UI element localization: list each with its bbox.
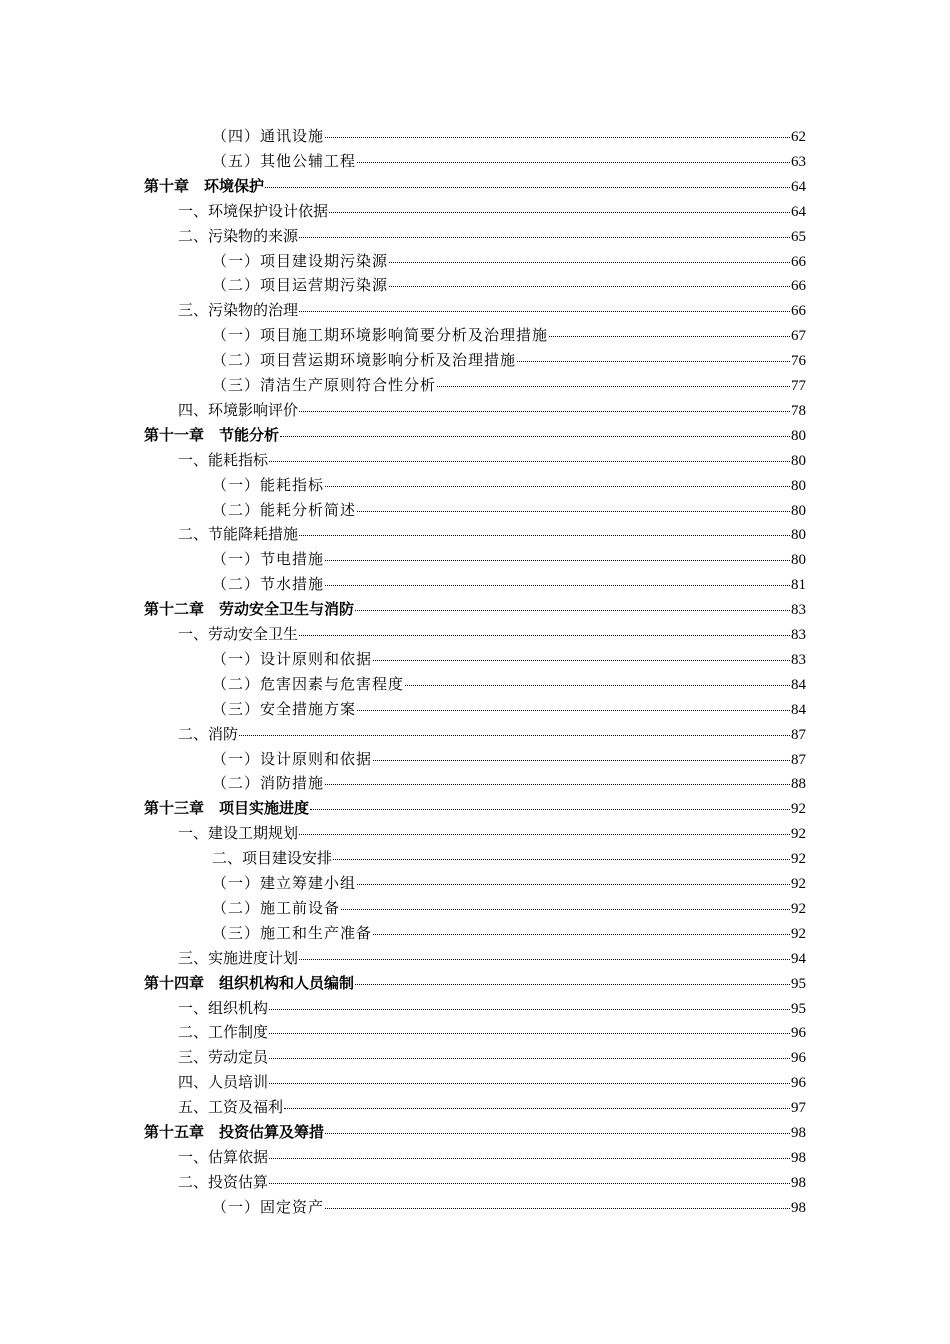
toc-entry-title: 三、劳动定员: [178, 1048, 269, 1067]
toc-page-number: 80: [791, 552, 806, 569]
toc-page-number: 65: [791, 228, 806, 245]
toc-entry[interactable]: [212, 149, 806, 174]
toc-entry-title: 一、估算依据: [178, 1147, 269, 1166]
toc-dot-leader: [325, 486, 790, 487]
toc-dot-leader: [299, 311, 790, 312]
toc-dot-leader: [357, 511, 790, 512]
toc-entry[interactable]: [212, 498, 806, 523]
toc-dot-leader: [325, 585, 790, 586]
toc-entry[interactable]: [178, 398, 806, 423]
toc-entry-title: 第十章 环境保护: [144, 176, 265, 195]
toc-page-number: 96: [791, 1075, 806, 1092]
toc-page-number: 81: [791, 577, 806, 594]
toc-entry-title: 一、能耗指标: [178, 450, 269, 469]
toc-dot-leader: [333, 859, 790, 860]
toc-entry-title: （二）节水措施: [212, 575, 325, 594]
toc-entry-title: 五、工资及福利: [178, 1098, 284, 1117]
toc-entry-title: 第十五章 投资估算及筹措: [144, 1123, 325, 1141]
toc-dot-leader: [269, 1058, 790, 1059]
toc-dot-leader: [269, 1158, 790, 1159]
toc-dot-leader: [269, 1183, 790, 1184]
toc-dot-leader: [341, 909, 790, 910]
toc-entry-title: 一、环境保护设计依据: [178, 201, 329, 220]
toc-page-number: 94: [791, 950, 806, 967]
toc-page-number: 95: [791, 975, 806, 992]
toc-entry[interactable]: [144, 174, 806, 199]
toc-page-number: 64: [791, 203, 806, 220]
toc-entry[interactable]: [212, 273, 806, 298]
toc-entry[interactable]: [178, 946, 806, 971]
toc-entry[interactable]: [212, 547, 806, 572]
toc-dot-leader: [325, 1208, 790, 1209]
toc-entry-title: （一）设计原则和依据: [212, 749, 373, 768]
toc-page-number: 78: [791, 402, 806, 419]
toc-dot-leader: [310, 809, 790, 810]
toc-dot-leader: [269, 1033, 790, 1034]
toc-entry[interactable]: [212, 672, 806, 697]
toc-entry-title: （一）项目施工期环境影响简要分析及治理措施: [212, 326, 549, 345]
toc-entry-title: 二、消防: [178, 724, 239, 743]
toc-entry[interactable]: [178, 1170, 806, 1195]
toc-page-number: 80: [791, 502, 806, 519]
toc-entry-title: 第十三章 项目实施进度: [144, 799, 310, 818]
toc-dot-leader: [299, 635, 790, 636]
toc-page-number: 87: [791, 726, 806, 743]
toc-entry[interactable]: [212, 348, 806, 373]
toc-entry-title: （二）危害因素与危害程度: [212, 674, 405, 693]
toc-dot-leader: [357, 710, 790, 711]
toc-entry-title: 三、实施进度计划: [178, 948, 299, 967]
toc-entry-title: 二、投资估算: [178, 1172, 269, 1191]
toc-entry-title: （三）清洁生产原则符合性分析: [212, 376, 437, 394]
toc-page-number: 92: [791, 851, 806, 868]
toc-entry-title: （五）其他公辅工程: [212, 151, 357, 170]
toc-entry[interactable]: [212, 572, 806, 597]
toc-page-number: 67: [791, 328, 806, 345]
toc-page-number: 76: [791, 353, 806, 370]
toc-entry[interactable]: [212, 846, 806, 871]
toc-entry-title: 二、节能降耗措施: [178, 525, 299, 544]
toc-entry[interactable]: [144, 1120, 806, 1145]
toc-page-number: 77: [791, 378, 806, 394]
toc-page-number: 84: [791, 701, 806, 718]
toc-entry-title: （一）固定资产: [212, 1197, 325, 1216]
toc-entry[interactable]: [212, 896, 806, 921]
toc-page-number: 66: [791, 278, 806, 295]
toc-entry[interactable]: [178, 298, 806, 323]
toc-dot-leader: [299, 959, 790, 960]
toc-dot-leader: [325, 784, 790, 785]
toc-entry[interactable]: [212, 747, 806, 772]
toc-entry-title: （二）能耗分析简述: [212, 500, 357, 519]
toc-entry[interactable]: [178, 996, 806, 1021]
toc-page-number: 98: [791, 1199, 806, 1216]
toc-dot-leader: [549, 336, 790, 337]
toc-entry-title: 一、劳动安全卫生: [178, 625, 299, 643]
toc-page-number: 98: [791, 1174, 806, 1191]
toc-page-number: 95: [791, 1000, 806, 1017]
toc-entry[interactable]: [144, 597, 806, 622]
toc-page-number: 80: [791, 427, 806, 444]
toc-page-number: 92: [791, 801, 806, 818]
toc-entry-title: 一、建设工期规划: [178, 824, 299, 843]
toc-page-number: 84: [791, 676, 806, 693]
toc-dot-leader: [280, 436, 790, 437]
toc-entry[interactable]: [212, 124, 806, 149]
toc-entry-title: （二）施工前设备: [212, 898, 341, 917]
toc-entry-title: （一）建立筹建小组: [212, 874, 357, 892]
toc-entry-title: （一）能耗指标: [212, 475, 325, 494]
toc-entry-title: 第十二章 劳动安全卫生与消防: [144, 600, 355, 619]
toc-page-number: 83: [791, 602, 806, 619]
toc-entry-title: （二）消防措施: [212, 774, 325, 793]
toc-entry-title: （二）项目运营期污染源: [212, 276, 389, 295]
toc-page-number: 92: [791, 925, 806, 942]
toc-page-number: 98: [791, 1149, 806, 1166]
toc-entry[interactable]: [212, 921, 806, 946]
toc-entry[interactable]: [144, 971, 806, 996]
toc-entry-title: 第十四章 组织机构和人员编制: [144, 973, 355, 992]
toc-dot-leader: [325, 1133, 790, 1134]
toc-entry[interactable]: [212, 697, 806, 722]
toc-page-number: 62: [791, 129, 806, 145]
toc-entry-title: 二、项目建设安排: [212, 849, 333, 868]
toc-page-number: 96: [791, 1050, 806, 1067]
toc-entry[interactable]: [212, 771, 806, 796]
toc-entry-title: 三、污染物的治理: [178, 301, 299, 320]
toc-entry[interactable]: [212, 323, 806, 348]
toc-page-number: 97: [791, 1100, 806, 1117]
toc-entry[interactable]: [178, 522, 806, 547]
toc-dot-leader: [373, 760, 790, 761]
toc-entry[interactable]: [178, 722, 806, 747]
toc-dot-leader: [265, 187, 790, 188]
toc-page-number: 92: [791, 900, 806, 917]
toc-entry[interactable]: [178, 821, 806, 846]
toc-entry[interactable]: [212, 647, 806, 672]
toc-dot-leader: [325, 560, 790, 561]
toc-entry[interactable]: [144, 796, 806, 821]
toc-dot-leader: [299, 834, 790, 835]
toc-entry-title: （四）通讯设施: [212, 127, 325, 145]
toc-dot-leader: [269, 461, 790, 462]
toc-dot-leader: [357, 884, 790, 885]
toc-dot-leader: [329, 212, 790, 213]
toc-dot-leader: [284, 1108, 790, 1109]
toc-page-number: 92: [791, 826, 806, 843]
toc-dot-leader: [299, 237, 790, 238]
toc-entry[interactable]: [178, 622, 806, 647]
toc-page-number: 88: [791, 776, 806, 793]
toc-dot-leader: [517, 361, 790, 362]
toc-page-number: 83: [791, 627, 806, 643]
toc-entry-title: 二、污染物的来源: [178, 226, 299, 245]
toc-entry-title: 四、环境影响评价: [178, 400, 299, 419]
toc-entry-title: 二、工作制度: [178, 1023, 269, 1042]
toc-entry[interactable]: [212, 249, 806, 274]
toc-page-number: 92: [791, 876, 806, 892]
toc-entry[interactable]: [178, 1020, 806, 1045]
toc-dot-leader: [239, 735, 790, 736]
toc-dot-leader: [373, 934, 790, 935]
toc-dot-leader: [269, 1009, 790, 1010]
toc-entry[interactable]: [178, 224, 806, 249]
toc-page-number: 83: [791, 651, 806, 668]
toc-entry[interactable]: [144, 423, 806, 448]
toc-entry-title: （三）施工和生产准备: [212, 923, 373, 942]
toc-page-number: 64: [791, 178, 806, 195]
toc-entry[interactable]: [178, 1070, 806, 1095]
toc-dot-leader: [325, 137, 790, 138]
toc-dot-leader: [389, 262, 790, 263]
toc-entry-title: 一、组织机构: [178, 998, 269, 1017]
toc-dot-leader: [405, 685, 790, 686]
toc-dot-leader: [269, 1083, 790, 1084]
toc-dot-leader: [355, 984, 790, 985]
toc-entry-title: （三）安全措施方案: [212, 699, 357, 718]
toc-entry[interactable]: [212, 1195, 806, 1220]
toc-page-number: 66: [791, 303, 806, 320]
toc-page-number: 98: [791, 1125, 806, 1141]
toc-dot-leader: [355, 610, 790, 611]
toc-dot-leader: [299, 411, 790, 412]
toc-dot-leader: [373, 660, 790, 661]
toc-dot-leader: [437, 386, 790, 387]
toc-page-number: 63: [791, 153, 806, 170]
toc-page-number: 87: [791, 751, 806, 768]
toc-entry[interactable]: [178, 1045, 806, 1070]
toc-dot-leader: [389, 286, 790, 287]
toc-entry[interactable]: [178, 1095, 806, 1120]
toc-page-number: 80: [791, 452, 806, 469]
toc-entry-title: 四、人员培训: [178, 1073, 269, 1092]
toc-entry[interactable]: [178, 1145, 806, 1170]
toc-entry[interactable]: [178, 448, 806, 473]
toc-entry[interactable]: [178, 199, 806, 224]
toc-entry-title: 第十一章 节能分析: [144, 425, 280, 444]
toc-dot-leader: [299, 535, 790, 536]
toc-entry-title: （二）项目营运期环境影响分析及治理措施: [212, 351, 517, 370]
toc-entry-title: （一）节电措施: [212, 550, 325, 569]
toc-page-number: 80: [791, 527, 806, 544]
toc-entry-title: （一）项目建设期污染源: [212, 251, 389, 270]
toc-entry[interactable]: [212, 473, 806, 498]
toc-entry[interactable]: [212, 871, 806, 896]
toc-entry[interactable]: [212, 373, 806, 398]
toc-page-number: 96: [791, 1025, 806, 1042]
toc-page-number: 80: [791, 477, 806, 494]
toc-dot-leader: [357, 162, 790, 163]
toc-entry-title: （一）设计原则和依据: [212, 649, 373, 668]
toc-page-number: 66: [791, 253, 806, 270]
